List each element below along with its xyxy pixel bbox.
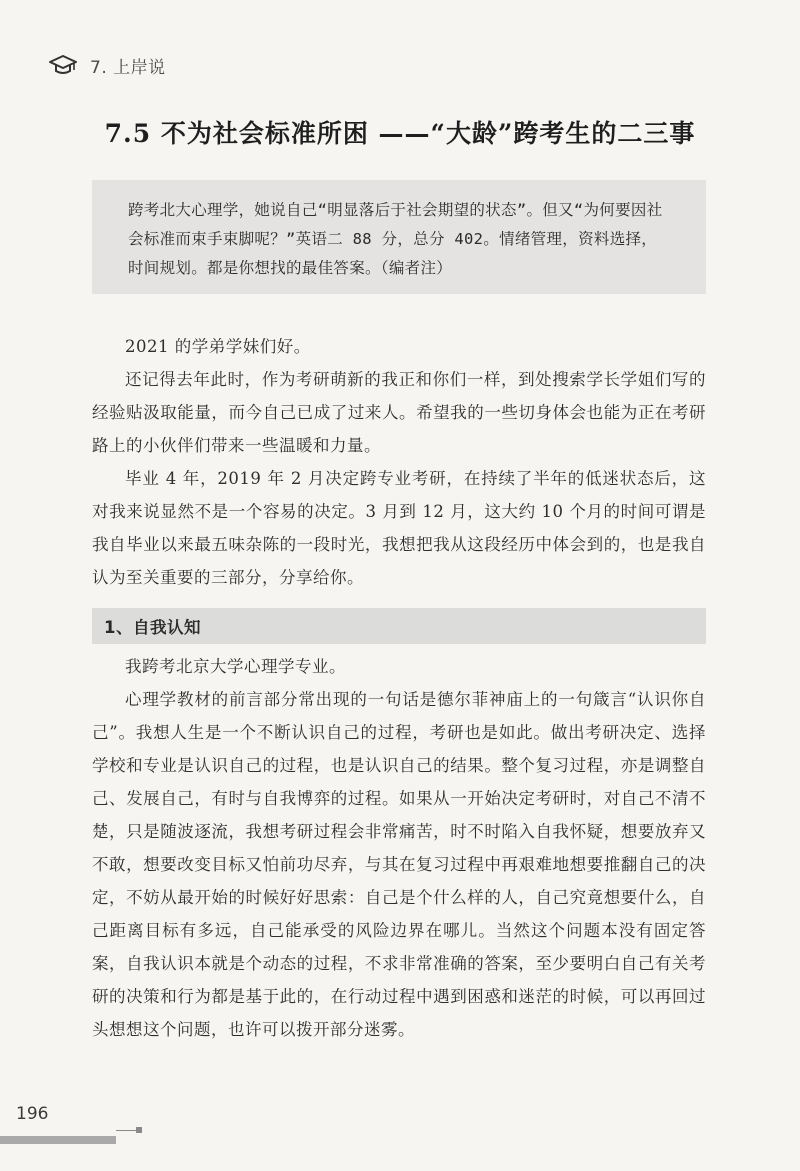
chapter-header: [48, 50, 166, 80]
paragraph: 我跨考北京大学心理学专业。: [125, 657, 346, 676]
graduation-cap-icon: [48, 53, 78, 77]
paragraph: 心理学教材的前言部分常出现的一句话是德尔菲神庙上的一句箴言“认识你自己”。我想人生是一个不断认识自己的过程，考研也是如此。做出考研决定、选择学校和专业是认识自己的过程，也是认识自己的结果。整个复习过程，亦是调整自己、发展自己，有时与自我博弈的过程。如果从一开始决定考研时，对自己不清不楚，只是随波逐流，我想考研过程会非常痛苦，时不时陷入自我怀疑，想要放弃又不敢，想要改变目标又怕前功尽弃，与其在复习过程中再艰难地想要推翻自己的决定，不妨从最开始的时候好好思索：自己是个什么样的人，自己究竟想要什么，自己距离目标有多远，自己能承受的风险边界在哪儿。当然这个问题本没有固定答案，自我认识本就是个动态的过程，不求非常准确的答案，至少要明白自己有关考研的决策和行为都是基于此的，在行动过程中遇到困惑和迷茫的时候，可以再回过头想想这个问题，也许可以拨开部分迷雾。: [92, 690, 706, 1039]
paragraph: 2021 的学弟学妹们好。: [125, 337, 311, 356]
editor-note-box: [92, 180, 706, 294]
editor-note-text: 跨考北大心理学，她说自己“明显落后于社会期望的状态”。但又“为何要因社会标准而束手束脚呢？”英语二 88 分，总分 402。情绪管理，资料选择，时间规划。都是你想找的最佳答案。（编者注）: [128, 201, 663, 277]
section-title: 7.5 不为社会标准所困 ——“大龄”跨考生的二三事: [104, 119, 696, 148]
page-number: 196: [16, 1104, 49, 1124]
paragraph: 还记得去年此时，作为考研萌新的我正和你们一样，到处搜索学长学姐们写的经验贴汲取能量，而今自己已成了过来人。希望我的一些切身体会也能为正在考研路上的小伙伴们带来一些温暖和力量。: [92, 370, 706, 455]
intro-text: [92, 330, 706, 594]
chapter-label: 7. 上岸说: [90, 57, 166, 78]
section-heading: [92, 608, 706, 644]
footer-mark: [136, 1127, 142, 1133]
footer-divider: [116, 1130, 136, 1131]
footer-rule: [0, 1136, 116, 1144]
section-heading-label: 1、自我认知: [104, 618, 201, 637]
section-one-text: [92, 650, 706, 1046]
paragraph: 毕业 4 年，2019 年 2 月决定跨专业考研，在持续了半年的低迷状态后，这对我来说显然不是一个容易的决定。3 月到 12 月，这大约 10 个月的时间可谓是我自毕业以来最五味杂陈的一段时光，我想把我从这段经历中体会到的，也是我自认为至关重要的三部分，分享给你。: [92, 469, 706, 587]
